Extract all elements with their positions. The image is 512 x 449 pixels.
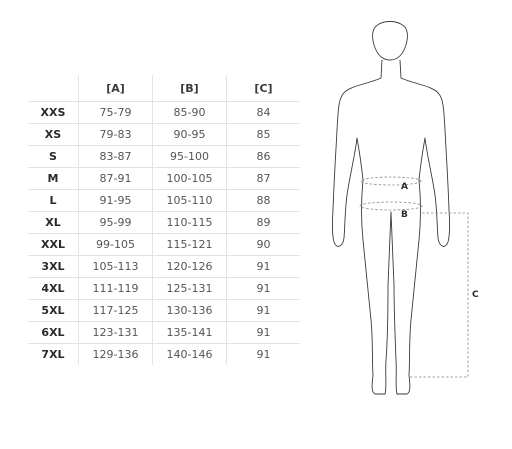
table-row [28, 212, 300, 234]
table-header-row [28, 75, 300, 102]
table-row [28, 300, 300, 322]
measure-a-cell: 123-131 [79, 322, 153, 344]
measure-b-cell: 120-126 [153, 256, 227, 278]
measure-a-cell: 83-87 [79, 146, 153, 168]
header-b: [B] [153, 75, 227, 102]
measure-a-cell: 99-105 [79, 234, 153, 256]
measure-b-cell: 115-121 [153, 234, 227, 256]
table-row [28, 190, 300, 212]
measure-a-cell: 129-136 [79, 344, 153, 366]
measure-b-cell: 85-90 [153, 102, 227, 124]
measure-c-cell: 87 [227, 168, 301, 190]
measure-b-label: B [401, 210, 408, 220]
header-size [28, 75, 79, 102]
measure-b-line [360, 202, 422, 210]
table-row [28, 168, 300, 190]
measure-a-cell: 117-125 [79, 300, 153, 322]
body-outline [332, 22, 449, 395]
measure-b-cell: 110-115 [153, 212, 227, 234]
measure-c-cell: 88 [227, 190, 301, 212]
measure-c-cell: 91 [227, 278, 301, 300]
header-c: [C] [227, 75, 301, 102]
measure-b-cell: 100-105 [153, 168, 227, 190]
measure-a-cell: 111-119 [79, 278, 153, 300]
measure-b-cell: 90-95 [153, 124, 227, 146]
body-measurement-figure [318, 20, 512, 440]
size-cell: 6XL [28, 322, 79, 344]
measure-b-cell: 105-110 [153, 190, 227, 212]
measure-a-cell: 95-99 [79, 212, 153, 234]
size-cell: 5XL [28, 300, 79, 322]
measure-a-cell: 79-83 [79, 124, 153, 146]
measure-c-cell: 85 [227, 124, 301, 146]
size-cell: 4XL [28, 278, 79, 300]
size-cell: XS [28, 124, 79, 146]
measure-c-label: C [472, 290, 479, 300]
size-chart-table [28, 75, 300, 365]
measure-a-line [361, 177, 421, 185]
measure-c-cell: 91 [227, 344, 301, 366]
measure-b-cell: 140-146 [153, 344, 227, 366]
size-cell: XXL [28, 234, 79, 256]
measure-b-cell: 95-100 [153, 146, 227, 168]
body-silhouette-svg [318, 20, 512, 440]
measure-a-cell: 91-95 [79, 190, 153, 212]
table-row [28, 234, 300, 256]
table-body [28, 102, 300, 366]
measure-a-cell: 105-113 [79, 256, 153, 278]
size-cell: XL [28, 212, 79, 234]
size-cell: 7XL [41, 348, 65, 361]
measure-a-cell: 87-91 [79, 168, 153, 190]
measure-a-label: A [401, 182, 408, 192]
table-row [28, 278, 300, 300]
size-cell: L [28, 190, 79, 212]
measure-b-cell: 125-131 [153, 278, 227, 300]
table-row [28, 124, 300, 146]
measure-b-cell: 135-141 [153, 322, 227, 344]
size-cell: XXS [28, 102, 79, 124]
measure-c-cell: 91 [227, 322, 301, 344]
size-cell: 3XL [28, 256, 79, 278]
table-row [28, 344, 300, 366]
measure-c-cell: 91 [227, 300, 301, 322]
measure-c-cell: 86 [227, 146, 301, 168]
measure-b-cell: 130-136 [153, 300, 227, 322]
measure-a-cell: 75-79 [79, 102, 153, 124]
table-row [28, 102, 300, 124]
measure-c-line [410, 213, 468, 377]
size-cell: M [28, 168, 79, 190]
size-cell: S [28, 146, 79, 168]
measure-c-cell: 84 [227, 102, 301, 124]
table-row [28, 322, 300, 344]
header-a: [A] [79, 75, 153, 102]
measure-c-cell: 90 [227, 234, 301, 256]
table-row [28, 146, 300, 168]
measure-c-cell: 91 [227, 256, 301, 278]
measure-c-cell: 89 [227, 212, 301, 234]
table-row [28, 256, 300, 278]
